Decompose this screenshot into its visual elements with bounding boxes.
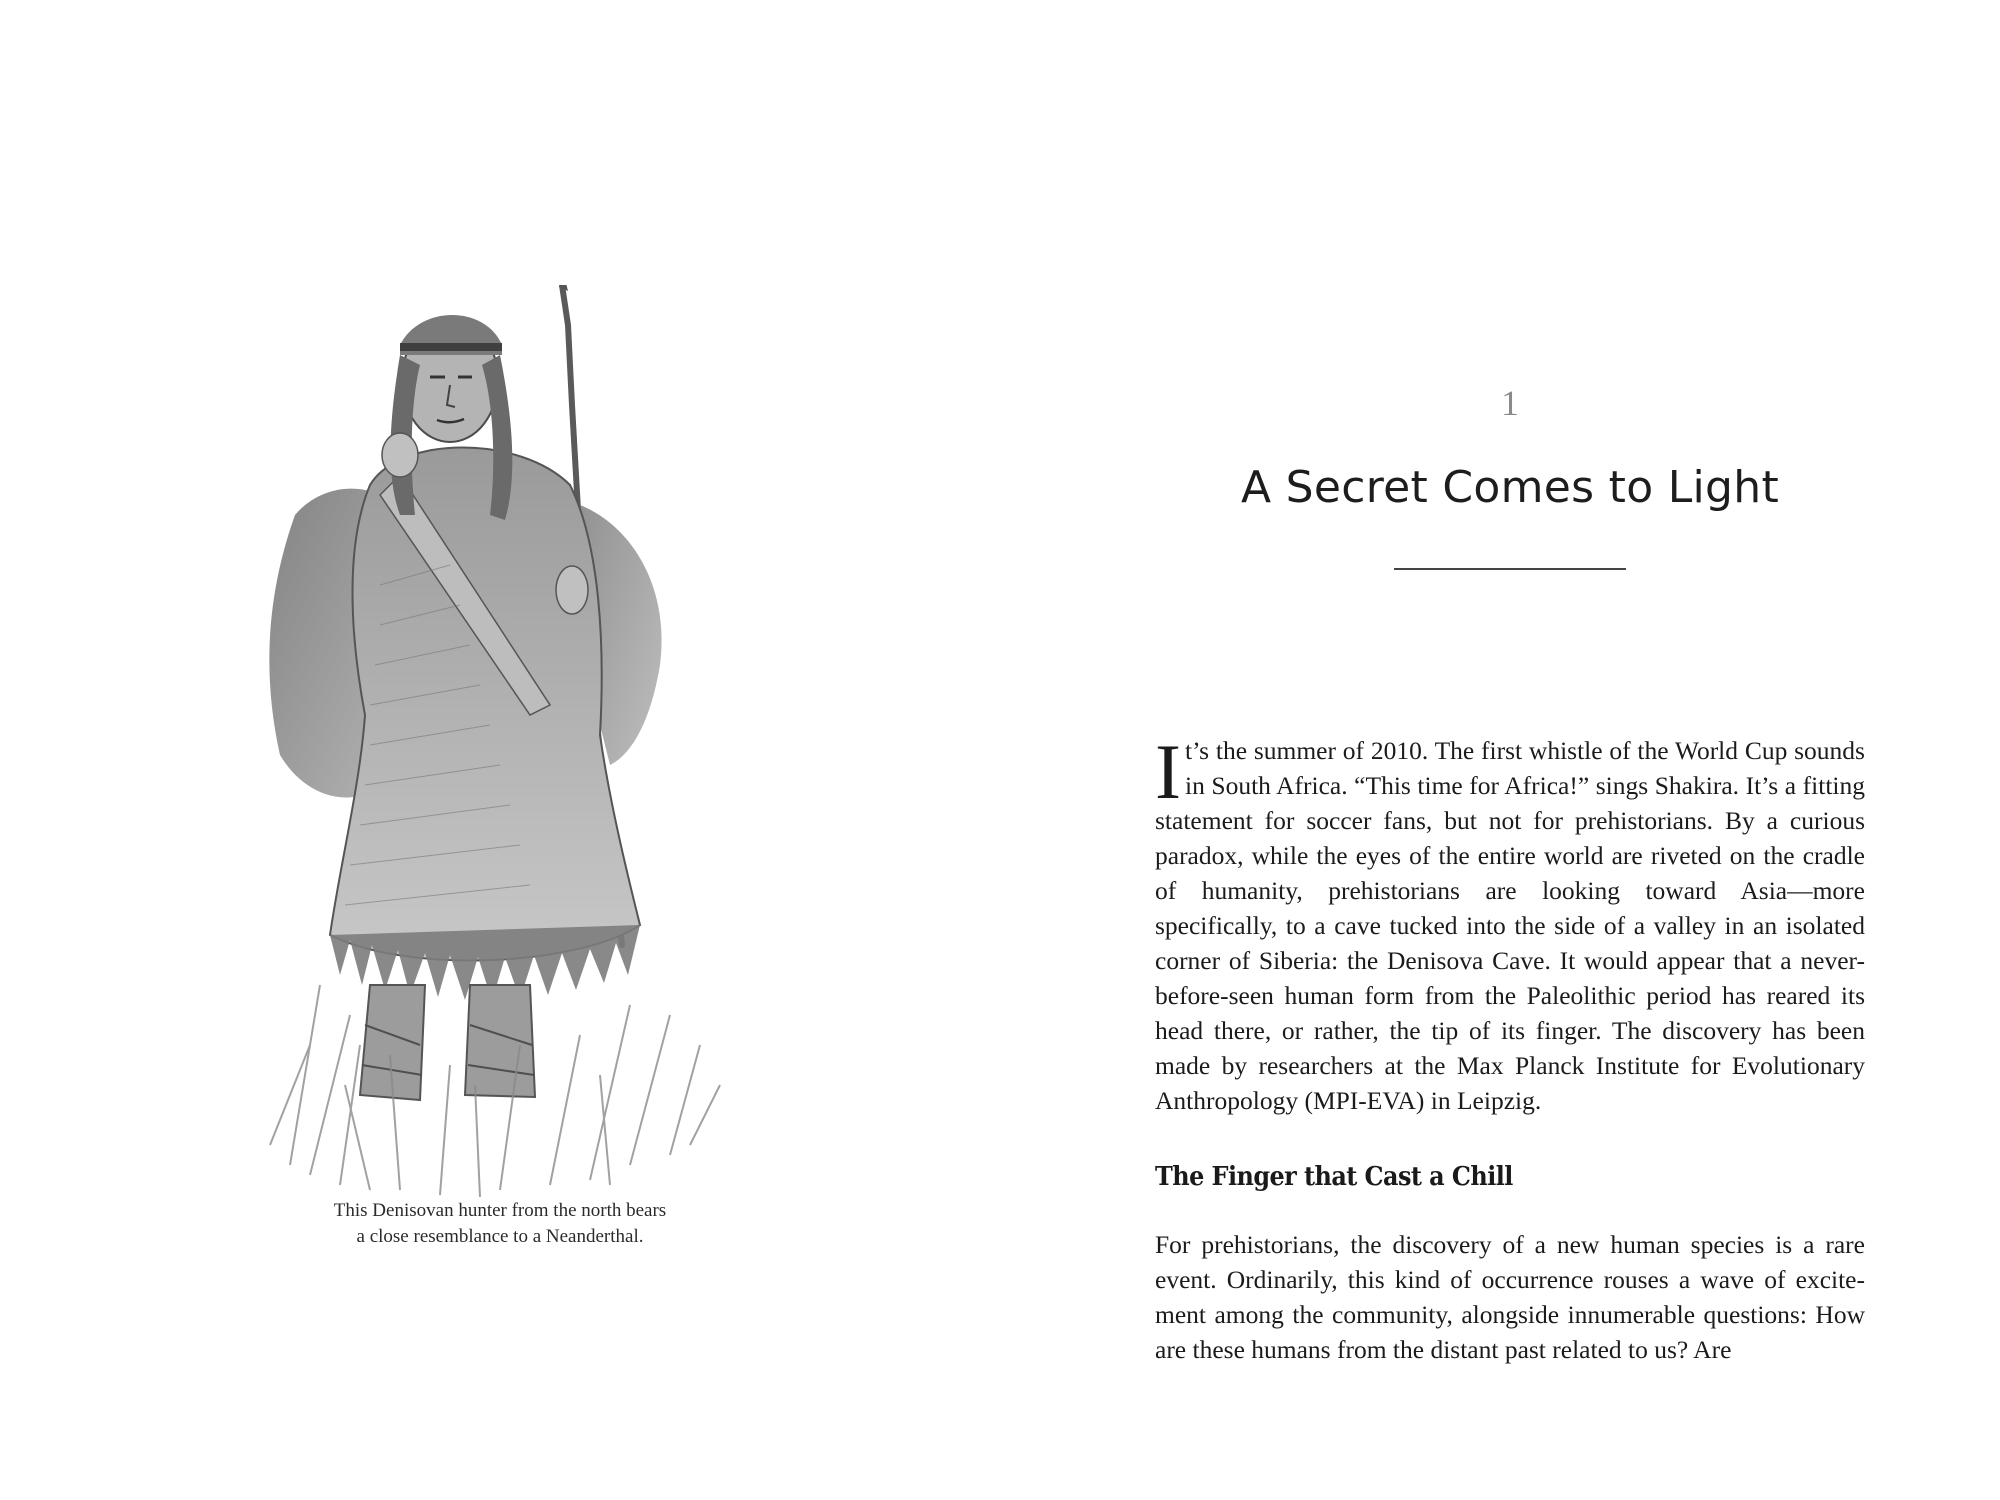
opening-paragraph xyxy=(1155,728,1865,1118)
section-heading: The Finger that Cast a Chill xyxy=(1155,1162,1513,1192)
title-divider xyxy=(1394,568,1626,570)
denisovan-hunter-illustration xyxy=(250,285,740,1205)
caption-line-1: This Denisovan hunter from the north bears xyxy=(333,1200,667,1221)
opening-paragraph-text: t’s the summer of 2010. The first whistle of the World Cup sounds in South Africa. “This time for Africa!” sings Shakira. It’s a fitting statement for soccer fans, but not for prehistorians. By a curious paradox, while the eyes of the entire world are riveted on the cradle of humanity, prehistorians are looking toward Asia—more specifically, to a cave tucked into the side of a valley in an isolated corner of Siberia: the Denisova Cave. It would appear that a never-before-seen human form from the Paleolithic period has reared its head there, or rather, the tip of its finger. The discovery has been made by researchers at the Max Planck Institute for Evolutionary Anthropology (MPI-EVA) in Leipzig. xyxy=(1155,736,1865,1115)
caption-line-2: a close resemblance to a Neanderthal. xyxy=(356,1226,644,1247)
illustration-caption xyxy=(260,1198,740,1250)
section-paragraph xyxy=(1155,1227,1865,1367)
section-paragraph-text: For prehistorians, the discovery of a new human species is a rare event. Ordinarily, this kind of occurrence rouses a wave of excitement among the community, alongside innumerable questions: How are these humans from the distant past related to us? Are xyxy=(1155,1230,1865,1364)
drop-cap: I xyxy=(1155,728,1181,815)
chapter-title: A Secret Comes to Light xyxy=(1240,462,1780,513)
chapter-number: 1 xyxy=(1501,383,1519,423)
right-page xyxy=(1000,0,2000,1500)
